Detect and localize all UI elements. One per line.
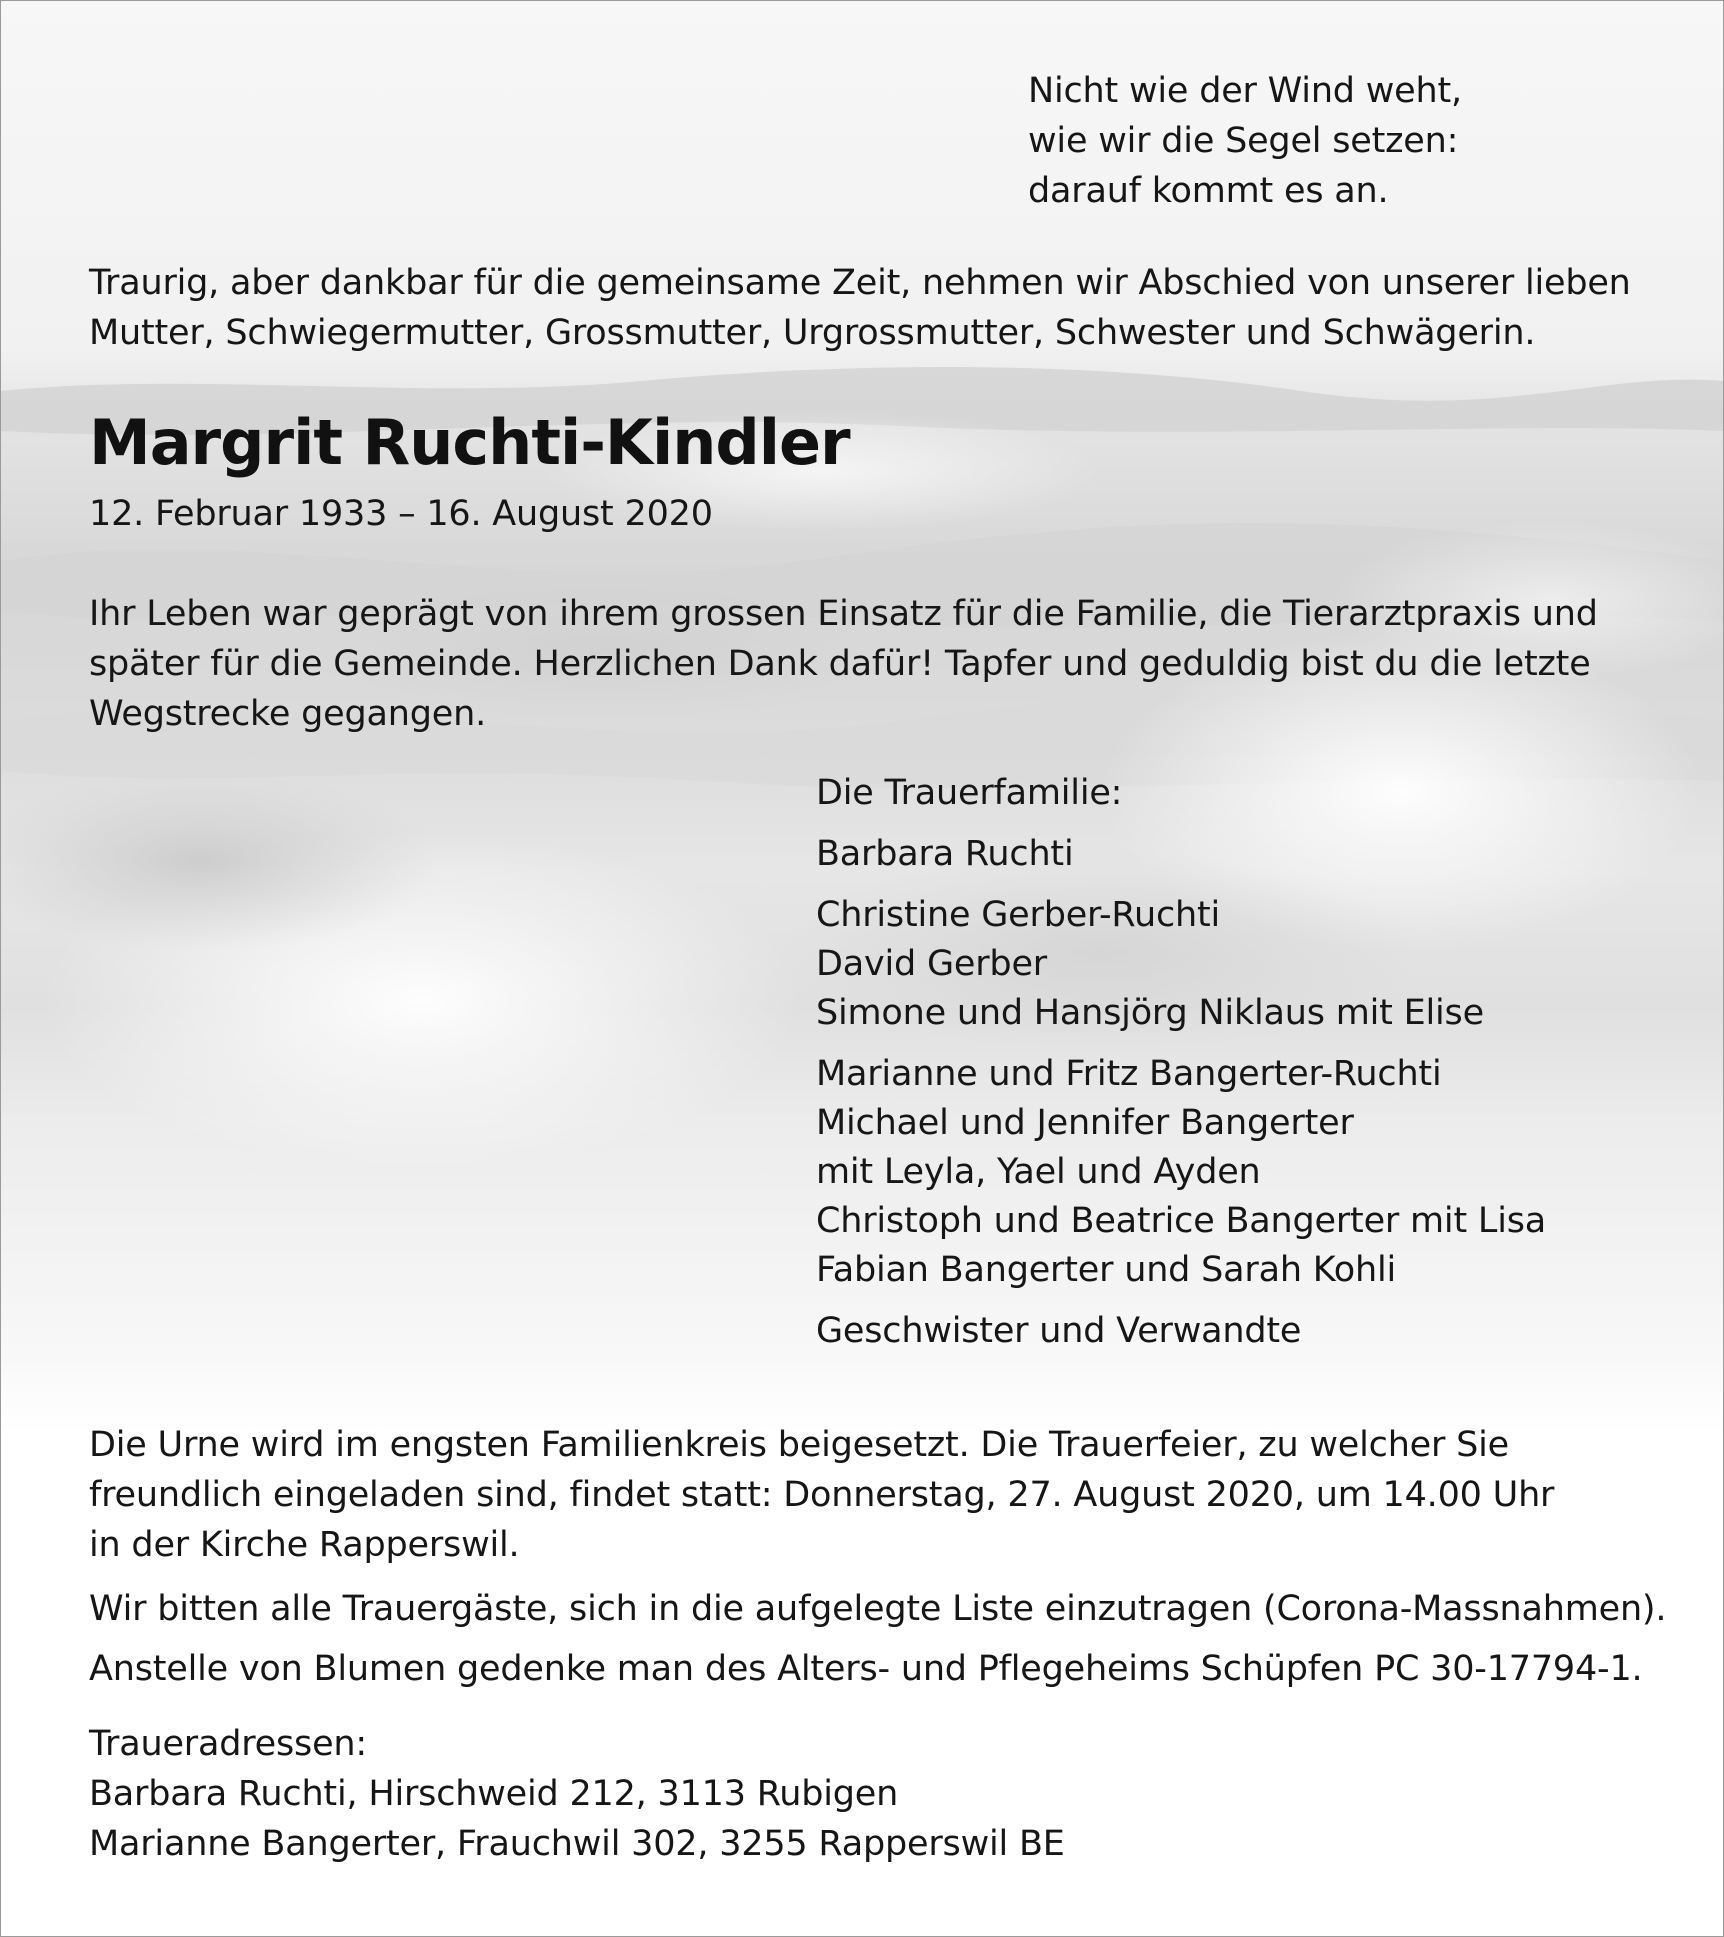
family-member: David Gerber [816,944,1047,984]
funeral-notice [89,1420,1554,1570]
mourning-addresses [89,1719,1065,1869]
family-member: Christine Gerber-Ruchti [816,895,1221,935]
intro-line: Traurig, aber dankbar für die gemeinsame Zeit, nehmen wir Abschied von unserer lieben [89,263,1631,303]
deceased-name: Margrit Ruchti-Kindler [89,406,850,479]
addresses-heading: Traueradressen: [89,1724,367,1764]
family-member: Barbara Ruchti [816,834,1074,874]
motto-line: darauf kommt es an. [1028,171,1389,211]
corona-notice: Wir bitten alle Trauergäste, sich in die aufgelegte Liste einzutragen (Corona-Massnahmen). [89,1589,1667,1629]
life-line: Wegstrecke gegangen. [89,694,486,734]
address-line: Marianne Bangerter, Frauchwil 302, 3255 Rapperswil BE [89,1824,1065,1864]
life-line: Ihr Leben war geprägt von ihrem grossen Einsatz für die Familie, die Tierarztpraxis und [89,594,1598,634]
family-group [816,891,1546,1038]
family-member: mit Leyla, Yael und Ayden [816,1152,1261,1192]
donation-notice: Anstelle von Blumen gedenke man des Alters- und Pflegeheims Schüpfen PC 30-17794-1. [89,1649,1643,1689]
family-heading: Die Trauerfamilie: [816,773,1123,813]
family-member: Christoph und Beatrice Bangerter mit Lisa [816,1201,1546,1241]
intro-line: Mutter, Schwiegermutter, Grossmutter, Urgrossmutter, Schwester und Schwägerin. [89,313,1536,353]
intro-text [89,258,1631,358]
motto-line: wie wir die Segel setzen: [1028,121,1459,161]
family-group [816,1307,1546,1356]
mourning-family [816,769,1546,1368]
funeral-line: freundlich eingeladen sind, findet statt: Donnerstag, 27. August 2020, um 14.00 Uhr [89,1475,1555,1515]
life-description [89,589,1598,739]
life-line: später für die Gemeinde. Herzlichen Dank dafür! Tapfer und geduldig bist du die letzte [89,644,1591,684]
funeral-line: Die Urne wird im engsten Familienkreis beigesetzt. Die Trauerfeier, zu welcher Sie [89,1425,1510,1465]
motto-quote [1028,66,1462,216]
family-heading-group [816,769,1546,818]
life-dates: 12. Februar 1933 – 16. August 2020 [89,494,713,534]
family-member: Fabian Bangerter und Sarah Kohli [816,1250,1396,1290]
family-group [816,830,1546,879]
family-member: Michael und Jennifer Bangerter [816,1103,1354,1143]
family-group [816,1050,1546,1295]
motto-line: Nicht wie der Wind weht, [1028,71,1462,111]
family-member: Geschwister und Verwandte [816,1311,1302,1351]
address-line: Barbara Ruchti, Hirschweid 212, 3113 Rubigen [89,1774,899,1814]
family-member: Marianne und Fritz Bangerter-Ruchti [816,1054,1442,1094]
funeral-line: in der Kirche Rapperswil. [89,1525,520,1565]
family-member: Simone und Hansjörg Niklaus mit Elise [816,993,1484,1033]
